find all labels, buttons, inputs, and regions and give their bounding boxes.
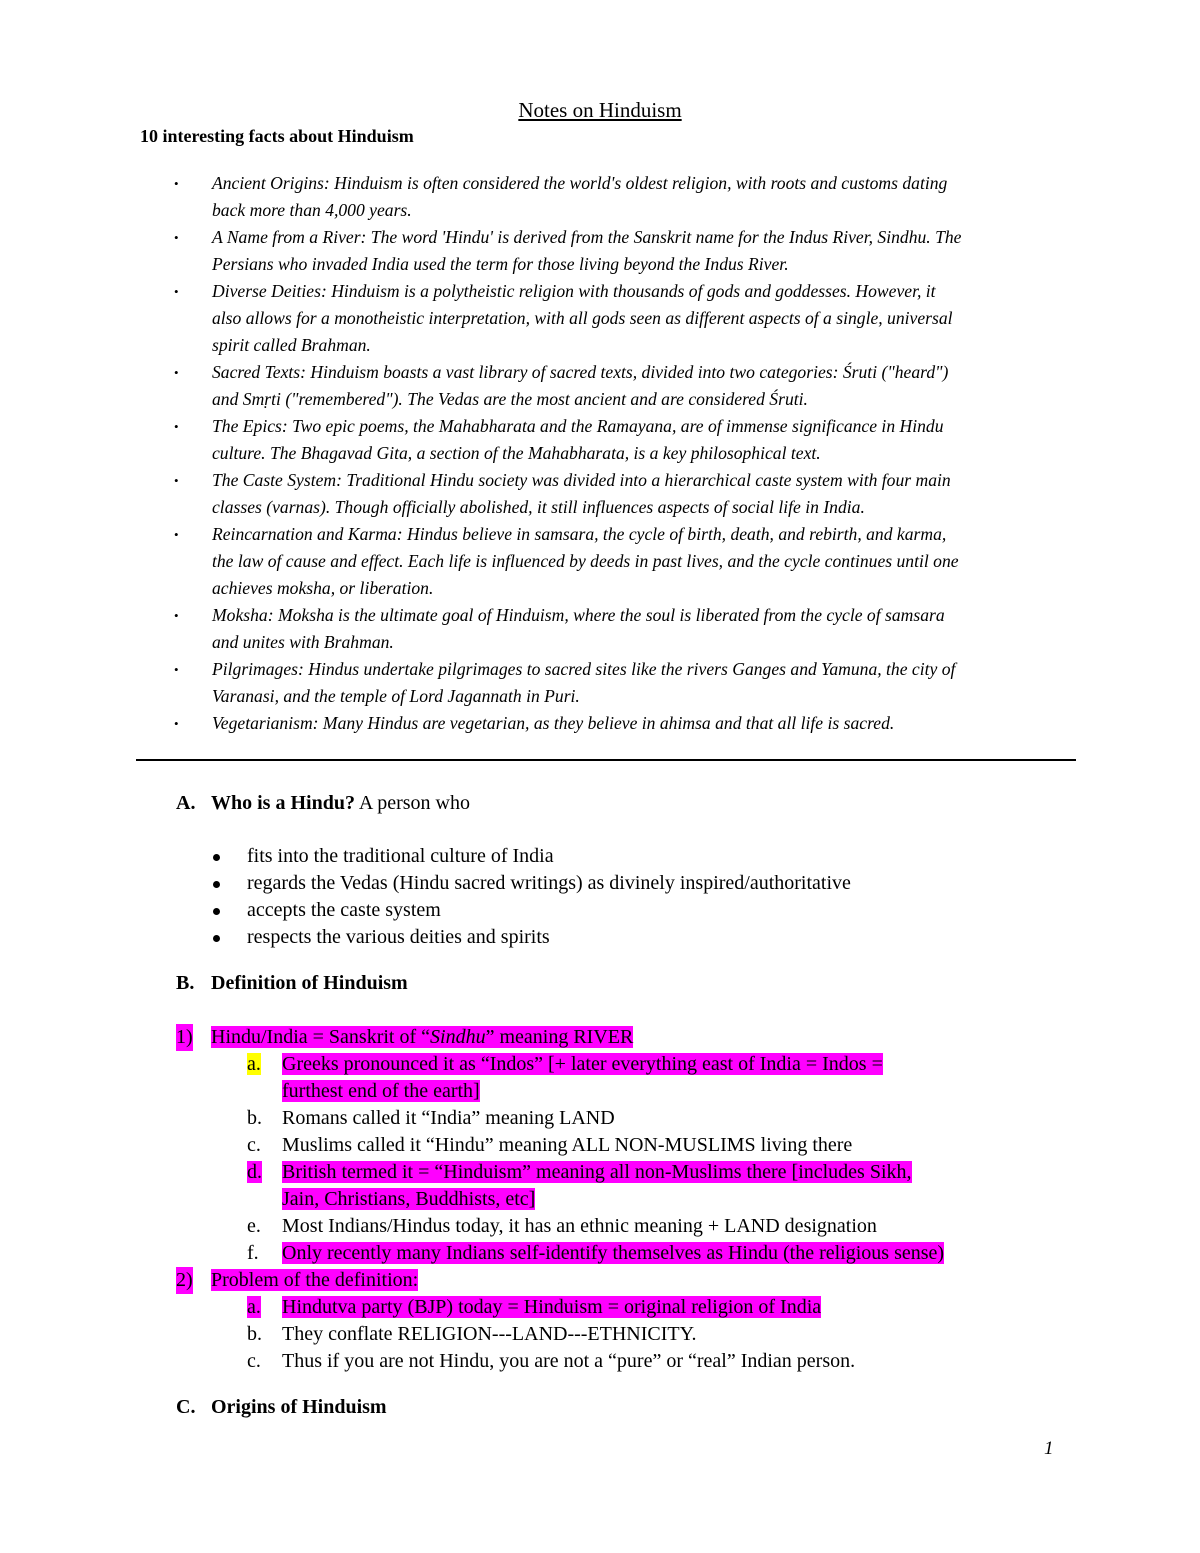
list-item: regards the Vedas (Hindu sacred writings) as divinely inspired/authoritative bbox=[213, 870, 851, 897]
facts-subtitle: 10 interesting facts about Hinduism bbox=[140, 126, 414, 146]
section-c-heading bbox=[176, 1393, 387, 1421]
list-item: accepts the caste system bbox=[213, 897, 851, 924]
fact-item: • A Name from a River: The word 'Hindu' is derived from the Sanskrit name for the Indus River, Sindhu. The Persians who invaded India used the term for those living beyond the Indus River. bbox=[140, 224, 1060, 278]
section-title: Origins of Hinduism bbox=[211, 1396, 387, 1418]
outline-subpoint: c. Muslims called it “Hindu” meaning ALL NON-MUSLIMS living there bbox=[247, 1134, 853, 1156]
bullet-icon: • bbox=[174, 662, 179, 677]
outline-number: 2) bbox=[176, 1267, 193, 1294]
section-intro: A person who bbox=[354, 792, 470, 814]
list-item: fits into the traditional culture of India bbox=[213, 843, 851, 870]
fact-item: • Vegetarianism: Many Hindus are vegetarian, as they believe in ahimsa and that all life is sacred. bbox=[140, 710, 1060, 737]
bullet-icon: • bbox=[174, 473, 179, 488]
fact-item: • The Epics: Two epic poems, the Mahabharata and the Ramayana, are of immense significance in Hindu culture. The Bhagavad Gita, a section of the Mahabharata, is a key philosophical text. bbox=[140, 413, 1060, 467]
section-letter: C. bbox=[176, 1396, 196, 1418]
outline-subpoint: f. Only recently many Indians self-identify themselves as Hindu (the religious sense) bbox=[247, 1242, 945, 1264]
fact-item: • Ancient Origins: Hinduism is often considered the world's oldest religion, with roots and customs dating back more than 4,000 years. bbox=[140, 170, 1060, 224]
bullet-icon bbox=[213, 854, 220, 861]
section-a-heading bbox=[176, 789, 470, 817]
section-b-heading bbox=[176, 969, 408, 997]
fact-item: • Moksha: Moksha is the ultimate goal of Hinduism, where the soul is liberated from the cycle of samsara and unites with Brahman. bbox=[140, 602, 1060, 656]
bullet-icon: • bbox=[174, 284, 179, 299]
section-letter: B. bbox=[176, 972, 195, 994]
section-letter: A. bbox=[176, 792, 196, 814]
fact-item: • Reincarnation and Karma: Hindus believe in samsara, the cycle of birth, death, and rebirth, and karma, the law of cause and effect. Each life is influenced by deeds in past lives, and the cycle continues until one achieves moksha, or liberation. bbox=[140, 521, 1060, 602]
outline-subpoint: b. They conflate RELIGION---LAND---ETHNICITY. bbox=[247, 1323, 697, 1345]
list-item: respects the various deities and spirits bbox=[213, 924, 851, 951]
bullet-icon: • bbox=[174, 365, 179, 380]
bullet-icon: • bbox=[174, 716, 179, 731]
section-divider bbox=[136, 759, 1076, 761]
bullet-icon bbox=[213, 908, 220, 915]
fact-item: • Pilgrimages: Hindus undertake pilgrimages to sacred sites like the rivers Ganges and Yamuna, the city of Varanasi, and the temple of Lord Jagannath in Puri. bbox=[140, 656, 1060, 710]
outline-subpoint: d. British termed it = “Hinduism” meaning all non-Muslims there [includes Sikh, Jain, Christians, Buddhists, etc] bbox=[247, 1161, 912, 1210]
outline-subpoint: a. Hindutva party (BJP) today = Hinduism = original religion of India bbox=[247, 1296, 822, 1318]
page-number: 1 bbox=[1044, 1438, 1054, 1459]
bullet-icon: • bbox=[174, 230, 179, 245]
outline-subpoint: b. Romans called it “India” meaning LAND bbox=[247, 1107, 615, 1129]
section-title: Definition of Hinduism bbox=[211, 972, 408, 994]
bullet-icon: • bbox=[174, 176, 179, 191]
fact-item: • The Caste System: Traditional Hindu society was divided into a hierarchical caste system with four main classes (varnas). Though officially abolished, it still influences aspects of social life in India. bbox=[140, 467, 1060, 521]
hindu-criteria-list bbox=[213, 843, 851, 951]
facts-list bbox=[140, 170, 1060, 737]
outline-point-2: 2) Problem of the definition: bbox=[176, 1267, 1076, 1294]
outline-subpoint: a. Greeks pronounced it as “Indos” [+ later everything east of India = Indos = furthest end of the earth] bbox=[247, 1053, 883, 1102]
outline-number: 1) bbox=[176, 1024, 193, 1051]
bullet-icon: • bbox=[174, 419, 179, 434]
definition-outline bbox=[176, 1024, 1076, 1375]
fact-item: • Diverse Deities: Hinduism is a polytheistic religion with thousands of gods and goddesses. However, it also allows for a monotheistic interpretation, with all gods seen as different aspects of a single, universal spirit called Brahman. bbox=[140, 278, 1060, 359]
bullet-icon: • bbox=[174, 608, 179, 623]
fact-item: • Sacred Texts: Hinduism boasts a vast library of sacred texts, divided into two categories: Śruti ("heard") and Smṛti ("remembered"). The Vedas are the most ancient and are considered Śruti. bbox=[140, 359, 1060, 413]
outline-subpoint: c. Thus if you are not Hindu, you are not a “pure” or “real” Indian person. bbox=[247, 1350, 856, 1372]
section-title: Who is a Hindu? bbox=[211, 792, 355, 814]
bullet-icon bbox=[213, 881, 220, 888]
page-title: Notes on Hinduism bbox=[518, 98, 682, 122]
outline-subpoint: e. Most Indians/Hindus today, it has an ethnic meaning + LAND designation bbox=[247, 1215, 877, 1237]
bullet-icon: • bbox=[174, 527, 179, 542]
outline-point-1: 1) Hindu/India = Sanskrit of “Sindhu” meaning RIVER bbox=[176, 1024, 1076, 1051]
bullet-icon bbox=[213, 935, 220, 942]
